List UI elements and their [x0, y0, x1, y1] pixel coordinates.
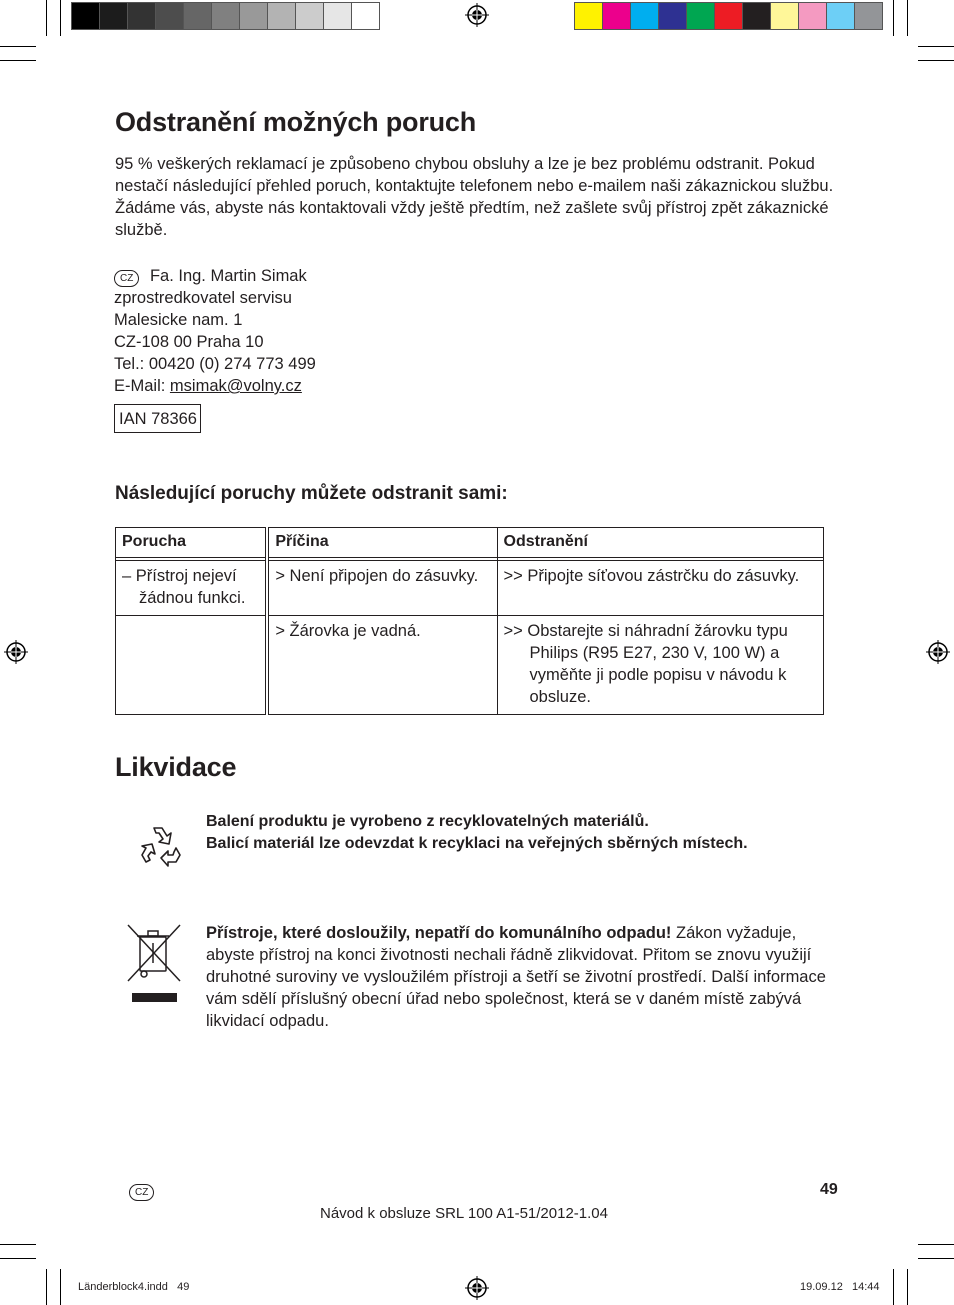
- table-row: [116, 561, 824, 616]
- crossed-out-bin-icon: [126, 923, 182, 1005]
- table-header-cell: Porucha: [116, 528, 268, 558]
- print-date: 19.09.12 14:44: [800, 1281, 880, 1293]
- table-heading: Následující poruchy můžete odstranit sami:: [115, 483, 508, 504]
- crop-mark: [893, 0, 894, 36]
- recycle-icon: [136, 820, 186, 870]
- color-swatch: [267, 2, 296, 30]
- color-swatch: [854, 2, 883, 30]
- color-swatch: [714, 2, 743, 30]
- table-cell: >> Připojte síťovou zástrčku do zásuvky.: [497, 561, 824, 616]
- crop-mark: [907, 1269, 908, 1305]
- color-swatch: [211, 2, 240, 30]
- crop-mark: [918, 1258, 954, 1259]
- weee-note-text: Zákon vyžaduje, abyste přístroj na konci životnosti nechali řádně zlikvidovat. Přitom se znovu využijí druhotné suroviny ve vysloužilém přístroji a šetří se životní prostředí. Další informace vám sdělí příslušný obecní úřad nebo společnost, která se v daném místě zabývá likvidací odpadu.: [206, 924, 826, 1030]
- country-badge: CZ: [114, 270, 139, 287]
- footer-country-badge: CZ: [129, 1184, 154, 1201]
- table-cell: > Žárovka je vadná.: [267, 616, 497, 715]
- table-cell: >> Obstarejte si náhradní žárovku typu Philips (R95 E27, 230 V, 100 W) a vyměňte ji podle popisu v návodu k obsluze.: [497, 616, 824, 715]
- crop-mark: [0, 60, 36, 61]
- crop-mark: [918, 1244, 954, 1245]
- table-row: [116, 616, 824, 715]
- registration-mark-icon: [465, 1276, 489, 1300]
- crop-mark: [918, 46, 954, 47]
- color-swatch: [630, 2, 659, 30]
- color-swatch: [770, 2, 799, 30]
- color-swatch: [798, 2, 827, 30]
- color-swatch: [71, 2, 100, 30]
- contact-email-label: E-Mail:: [114, 377, 170, 395]
- weee-note-bold: Přístroje, které dosloužily, nepatří do komunálního odpadu!: [206, 924, 672, 942]
- color-swatch: [183, 2, 212, 30]
- contact-role: zprostredkovatel servisu: [114, 289, 292, 307]
- registration-mark-icon: [926, 640, 950, 664]
- ian-box: IAN 78366: [114, 404, 201, 433]
- color-swatch: [351, 2, 380, 30]
- color-swatch: [742, 2, 771, 30]
- crop-mark: [0, 1258, 36, 1259]
- color-swatch: [99, 2, 128, 30]
- color-swatch: [295, 2, 324, 30]
- contact-email-line: [114, 375, 454, 397]
- table-header-cell: Příčina: [267, 528, 497, 558]
- packaging-line-1: Balení produktu je vyrobeno z recyklovatelných materiálů.: [206, 813, 649, 830]
- table-cell: – Přístroj nejeví žádnou funkci.: [116, 561, 268, 616]
- color-swatch: [323, 2, 352, 30]
- table-cell: > Není připojen do zásuvky.: [267, 561, 497, 616]
- contact-city: CZ-108 00 Praha 10: [114, 333, 264, 351]
- crop-mark: [46, 1269, 47, 1305]
- table-header-cell: Odstranění: [497, 528, 824, 558]
- contact-street: Malesicke nam. 1: [114, 311, 243, 329]
- manual-reference: Návod k obsluze SRL 100 A1-51/2012-1.04: [320, 1205, 608, 1222]
- color-swatch: [658, 2, 687, 30]
- page-number: 49: [820, 1181, 838, 1198]
- color-swatch: [686, 2, 715, 30]
- page-title: Odstranění možných poruch: [115, 107, 477, 137]
- table-cell: [116, 616, 268, 715]
- crop-mark: [60, 0, 61, 36]
- disposal-title: Likvidace: [115, 752, 237, 782]
- weee-note: [206, 922, 826, 1032]
- color-swatch: [155, 2, 184, 30]
- registration-mark-icon: [465, 3, 489, 27]
- crop-mark: [0, 1244, 36, 1245]
- crop-mark: [60, 1269, 61, 1305]
- file-slug: Länderblock4.indd 49: [78, 1281, 190, 1293]
- color-swatch: [602, 2, 631, 30]
- table-header-row: [116, 528, 824, 558]
- color-swatch: [127, 2, 156, 30]
- contact-email-link[interactable]: msimak@volny.cz: [169, 377, 302, 395]
- contact-block: [114, 265, 454, 397]
- color-swatch: [239, 2, 268, 30]
- crop-mark: [893, 1269, 894, 1305]
- packaging-line-2: Balicí materiál lze odevzdat k recyklaci na veřejných sběrných místech.: [206, 835, 748, 852]
- contact-phone: Tel.: 00420 (0) 274 773 499: [114, 355, 316, 373]
- crop-mark: [907, 0, 908, 36]
- contact-company: Fa. Ing. Martin Simak: [149, 267, 307, 285]
- registration-mark-icon: [4, 640, 28, 664]
- packaging-note: [206, 811, 856, 855]
- intro-paragraph: 95 % veškerých reklamací je způsobeno chybou obsluhy a lze je bez problému odstranit. Pokud nestačí následující přehled poruch, kontaktujte telefonem nebo e-mailem naši zákaznickou službu. Žádáme vás, abyste nás kontaktovali vždy ještě předtím, než zašlete svůj přístroj zpět zákaznické službě.: [115, 155, 834, 239]
- fault-table: [115, 527, 824, 715]
- color-swatch: [826, 2, 855, 30]
- crop-mark: [0, 46, 36, 47]
- crop-mark: [46, 0, 47, 36]
- color-swatch: [574, 2, 603, 30]
- crop-mark: [918, 60, 954, 61]
